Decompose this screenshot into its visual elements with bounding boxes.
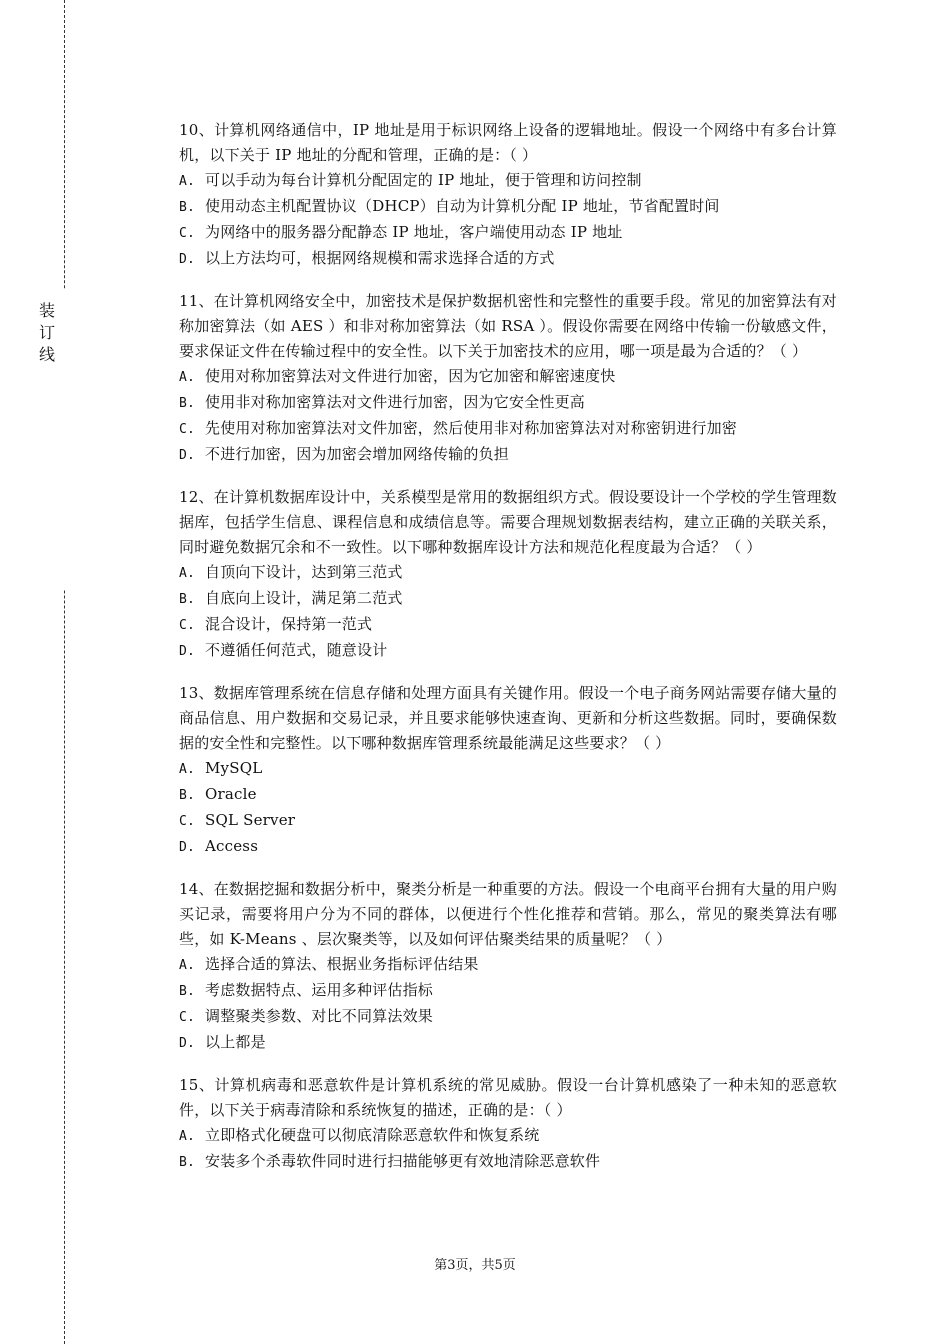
option-d[interactable] xyxy=(179,834,837,860)
option-d[interactable] xyxy=(179,638,837,664)
option-b[interactable] xyxy=(179,586,837,612)
option-text: 使用动态主机配置协议（DHCP）自动为计算机分配 IP 地址，节省配置时间 xyxy=(205,197,720,215)
option-text: 使用非对称加密算法对文件进行加密，因为它安全性更高 xyxy=(205,393,586,411)
option-key: A. xyxy=(179,958,196,973)
option-a[interactable] xyxy=(179,756,837,782)
option-text: 混合设计，保持第一范式 xyxy=(205,615,373,633)
option-text: 不进行加密，因为加密会增加网络传输的负担 xyxy=(205,445,510,463)
option-key: D. xyxy=(179,644,196,659)
question-stem: 12、在计算机数据库设计中，关系模型是常用的数据组织方式。假设要设计一个学校的学生管理数据库，包括学生信息、课程信息和成绩信息等。需要合理规划数据表结构，建立正确的关联关系，同时避免数据冗余和不一致性。以下哪种数据库设计方法和规范化程度最为合适？（ ） xyxy=(179,488,837,556)
option-key: C. xyxy=(179,422,196,437)
option-key: C. xyxy=(179,226,196,241)
question-10 xyxy=(179,118,837,272)
option-d[interactable] xyxy=(179,442,837,468)
option-c[interactable] xyxy=(179,1004,837,1030)
question-stem: 13、数据库管理系统在信息存储和处理方面具有关键作用。假设一个电子商务网站需要存储大量的商品信息、用户数据和交易记录，并且要求能够快速查询、更新和分析这些数据。同时，要确保数据的安全性和完整性。以下哪种数据库管理系统最能满足这些要求？（ ） xyxy=(179,684,837,752)
binding-label xyxy=(37,300,57,366)
option-key: B. xyxy=(179,592,196,607)
binding-label-char: 装 xyxy=(38,301,55,320)
option-b[interactable] xyxy=(179,390,837,416)
option-key: D. xyxy=(179,840,196,855)
option-text: SQL Server xyxy=(205,811,296,829)
question-15 xyxy=(179,1073,837,1175)
binding-gap xyxy=(55,290,77,590)
option-text: 先使用对称加密算法对文件加密，然后使用非对称加密算法对对称密钥进行加密 xyxy=(205,419,738,437)
option-a[interactable] xyxy=(179,1123,837,1149)
question-stem: 15、计算机病毒和恶意软件是计算机系统的常见威胁。假设一台计算机感染了一种未知的恶意软件，以下关于病毒清除和系统恢复的描述，正确的是：（ ） xyxy=(179,1076,837,1119)
option-key: D. xyxy=(179,448,196,463)
option-text: 调整聚类参数、对比不同算法效果 xyxy=(205,1007,434,1025)
binding-label-char: 线 xyxy=(38,345,55,364)
option-b[interactable] xyxy=(179,1149,837,1175)
option-key: A. xyxy=(179,370,196,385)
option-d[interactable] xyxy=(179,246,837,272)
option-key: B. xyxy=(179,200,196,215)
option-text: 不遵循任何范式，随意设计 xyxy=(205,641,388,659)
option-b[interactable] xyxy=(179,978,837,1004)
option-b[interactable] xyxy=(179,782,837,808)
question-stem: 11、在计算机网络安全中，加密技术是保护数据机密性和完整性的重要手段。常见的加密算法有对称加密算法（如 AES ）和非对称加密算法（如 RSA ）。假设你需要在网络中传输一份敏感文件，要求保证文件在传输过程中的安全性。以下关于加密技术的应用，哪一项是最为合适的？（ ） xyxy=(179,292,837,360)
option-key: D. xyxy=(179,252,196,267)
option-text: Oracle xyxy=(205,785,257,803)
binding-label-char: 订 xyxy=(38,323,55,342)
option-text: 使用对称加密算法对文件进行加密，因为它加密和解密速度快 xyxy=(205,367,616,385)
option-text: 以上都是 xyxy=(205,1033,266,1051)
option-key: B. xyxy=(179,984,196,999)
option-a[interactable] xyxy=(179,560,837,586)
option-text: 自顶向下设计，达到第三范式 xyxy=(205,563,403,581)
option-key: A. xyxy=(179,566,196,581)
option-text: 立即格式化硬盘可以彻底清除恶意软件和恢复系统 xyxy=(205,1126,540,1144)
question-list xyxy=(179,118,837,1192)
option-a[interactable] xyxy=(179,168,837,194)
option-d[interactable] xyxy=(179,1030,837,1056)
option-text: 为网络中的服务器分配静态 IP 地址，客户端使用动态 IP 地址 xyxy=(205,223,623,241)
option-text: 安装多个杀毒软件同时进行扫描能够更有效地清除恶意软件 xyxy=(205,1152,601,1170)
question-stem: 14、在数据挖掘和数据分析中，聚类分析是一种重要的方法。假设一个电商平台拥有大量的用户购买记录，需要将用户分为不同的群体，以便进行个性化推荐和营销。那么，常见的聚类算法有哪些，如 K-Means 、层次聚类等，以及如何评估聚类结果的质量呢？（ ） xyxy=(179,880,837,948)
option-key: B. xyxy=(179,1155,196,1170)
option-key: C. xyxy=(179,1010,196,1025)
question-stem: 10、计算机网络通信中，IP 地址是用于标识网络上设备的逻辑地址。假设一个网络中有多台计算机，以下关于 IP 地址的分配和管理，正确的是：（ ） xyxy=(179,121,837,164)
option-b[interactable] xyxy=(179,194,837,220)
option-key: C. xyxy=(179,814,196,829)
option-text: 选择合适的算法、根据业务指标评估结果 xyxy=(205,955,479,973)
option-key: C. xyxy=(179,618,196,633)
option-c[interactable] xyxy=(179,220,837,246)
option-text: MySQL xyxy=(205,759,263,777)
option-c[interactable] xyxy=(179,808,837,834)
question-11 xyxy=(179,289,837,468)
option-text: 自底向上设计，满足第二范式 xyxy=(205,589,403,607)
option-text: Access xyxy=(205,837,259,855)
option-key: A. xyxy=(179,762,196,777)
option-text: 以上方法均可，根据网络规模和需求选择合适的方式 xyxy=(205,249,555,267)
option-a[interactable] xyxy=(179,364,837,390)
option-text: 可以手动为每台计算机分配固定的 IP 地址，便于管理和访问控制 xyxy=(205,171,642,189)
option-key: B. xyxy=(179,396,196,411)
option-text: 考虑数据特点、运用多种评估指标 xyxy=(205,981,434,999)
option-c[interactable] xyxy=(179,612,837,638)
binding-line xyxy=(64,0,65,1344)
question-14 xyxy=(179,877,837,1056)
question-13 xyxy=(179,681,837,860)
page-number: 第3页，共5页 xyxy=(434,1258,516,1273)
option-key: A. xyxy=(179,1129,196,1144)
option-key: B. xyxy=(179,788,196,803)
question-12 xyxy=(179,485,837,664)
option-a[interactable] xyxy=(179,952,837,978)
option-key: A. xyxy=(179,174,196,189)
option-c[interactable] xyxy=(179,416,837,442)
option-key: D. xyxy=(179,1036,196,1051)
